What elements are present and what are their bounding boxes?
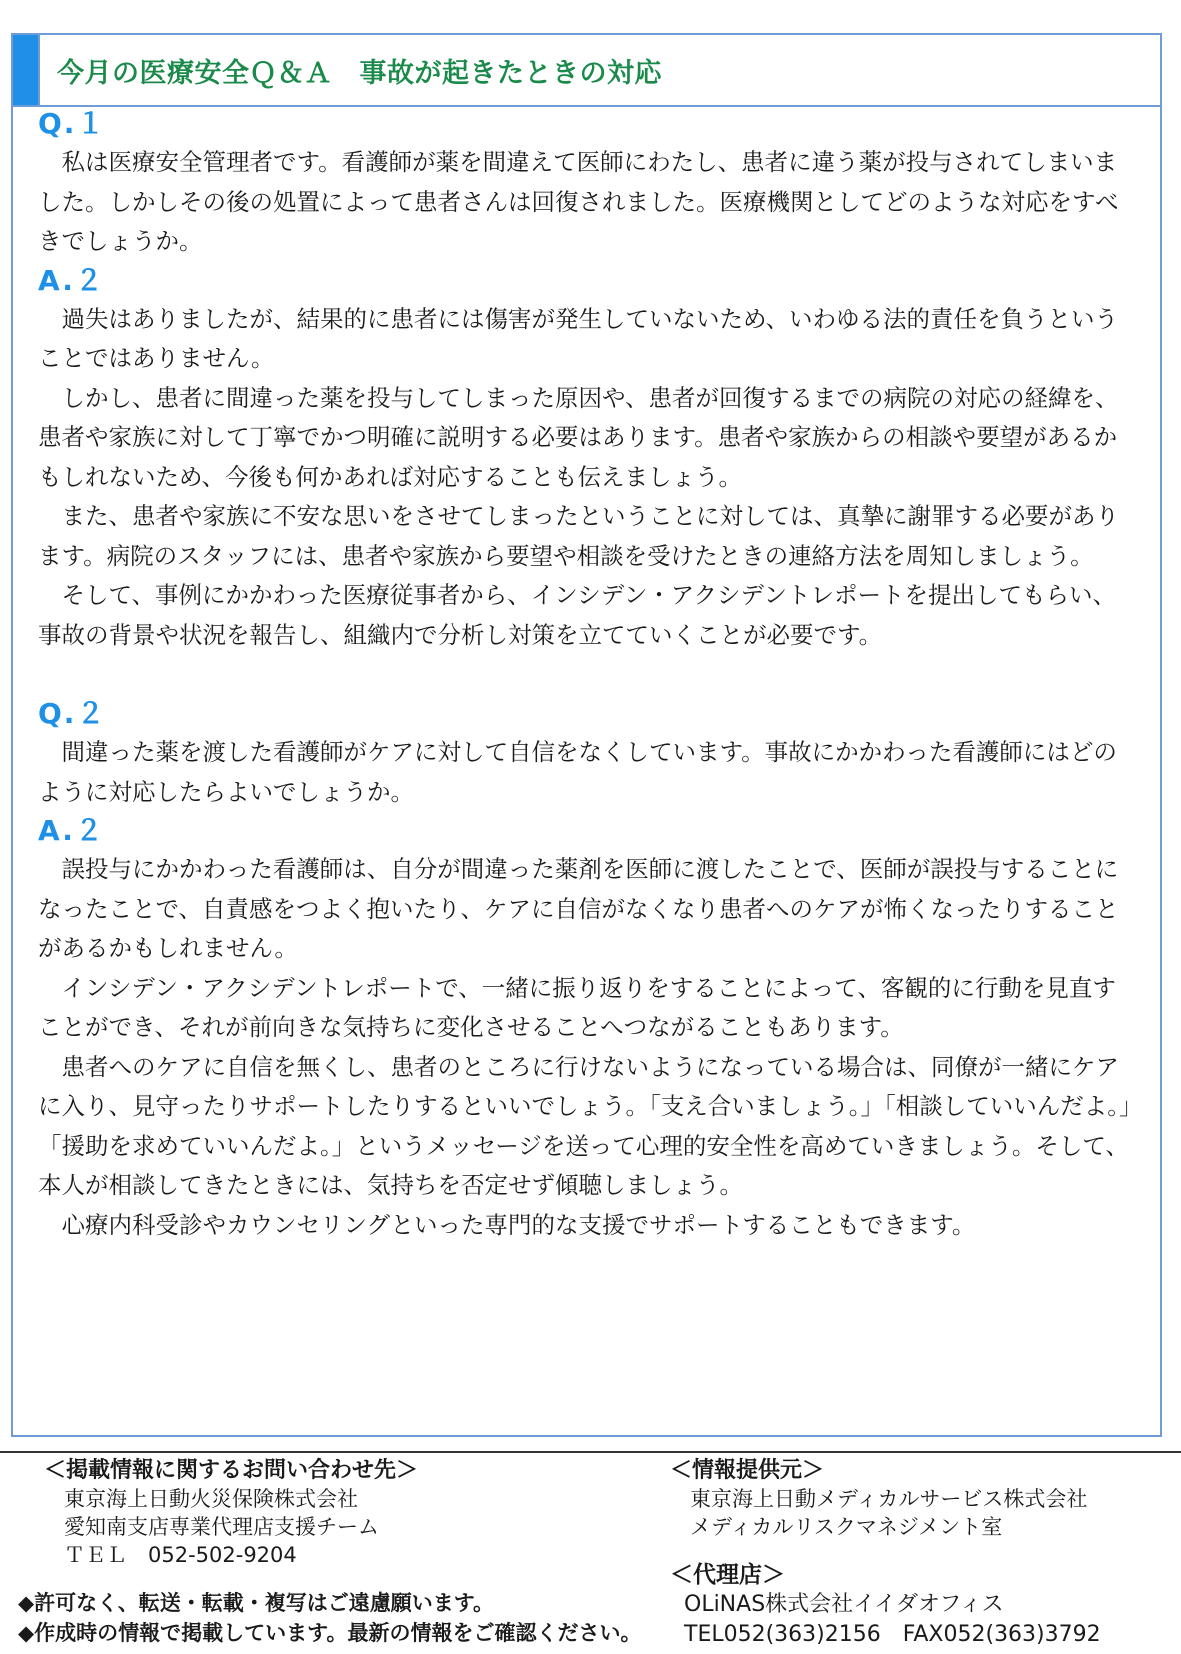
provider-company: 東京海上日動メディカルサービス株式会社 <box>690 1487 1088 1511</box>
question-text: 私は医療安全管理者です。看護師が薬を間違えて医師にわたし、患者に違う薬が投与されてしまいました。しかしその後の処置によって患者さんは回復されました。医療機関としてどのような対応をすべきでしょうか。 <box>38 148 1119 255</box>
page-title: 今月の医療安全Ｑ＆Ａ 事故が起きたときの対応 <box>57 58 662 89</box>
qa-content <box>38 105 1133 1245</box>
question-label: Q.１ <box>38 107 107 140</box>
block-spacer <box>38 655 1133 695</box>
answer-paragraph: 心療内科受診やカウンセリングといった専門的な支援でサポートすることもできます。 <box>38 1210 976 1239</box>
agent-info <box>670 1560 1101 1650</box>
answer-paragraph: 誤投与にかかわった看護師は、自分が間違った薬剤を医師に渡したことで、医師が誤投与することになったことで、自責感をつよく抱いたり、ケアに自信がなくなり患者へのケアが怖くなったりすることがあるかもしれません。 <box>38 855 1119 962</box>
contact-company: 東京海上日動火災保険株式会社 <box>64 1487 358 1511</box>
agent-contact: TEL052(363)2156 FAX052(363)3792 <box>684 1622 1101 1647</box>
header-accent-bar <box>13 35 38 105</box>
answer-paragraph: 患者へのケアに自信を無くし、患者のところに行けないようになっている場合は、同僚が一緒にケアに入り、見守ったりサポートしたりするといいでしょう。「支え合いましょう。」「相談していいんだよ。」「援助を求めていいんだよ。」というメッセージを送って心理的安全性を高めていきましょう。そして、本人が相談してきたときには、気持ちを否定せず傾聴しましょう。 <box>38 1052 1131 1199</box>
question-label: Q.２ <box>38 697 107 730</box>
contact-team: 愛知南支店専業代理店支援チーム <box>64 1515 379 1539</box>
answer-label: A.２ <box>38 263 105 297</box>
answer-paragraph: インシデン・アクシデントレポートで、一緒に振り返りをすることによって、客観的に行動を見直すことができ、それが前向きな気持ちに変化させることへつながることもあります。 <box>38 973 1116 1041</box>
qa-block-1 <box>38 105 1133 655</box>
footer-divider <box>0 1451 1181 1453</box>
contact-info <box>44 1456 418 1569</box>
header-bar <box>13 35 1160 107</box>
note-no-redistribution: ◆許可なく、転送・転載・複写はご遠慮願います。 <box>18 1591 495 1615</box>
usage-notes <box>18 1588 641 1648</box>
provider-heading: ＜情報提供元＞ <box>670 1458 825 1483</box>
note-check-latest: ◆作成時の情報で掲載しています。最新の情報をご確認ください。 <box>18 1621 642 1645</box>
answer-paragraph: また、患者や家族に不安な思いをさせてしまったということに対しては、真摯に謝罪する必要があります。病院のスタッフには、患者や家族から要望や相談を受けたときの連絡方法を周知しましょう。 <box>38 502 1119 570</box>
agent-name: OLiNAS株式会社イイダオフィス <box>684 1592 1004 1617</box>
header-divider <box>38 35 40 105</box>
question-text: 間違った薬を渡した看護師がケアに対して自信をなくしています。事故にかかわった看護師にはどのように対応したらよいでしょうか。 <box>38 738 1117 806</box>
qa-block-2 <box>38 695 1133 1245</box>
answer-paragraph: 過失はありましたが、結果的に患者には傷害が発生していないため、いわゆる法的責任を負うということではありません。 <box>38 304 1119 372</box>
answer-paragraph: そして、事例にかかわった医療従事者から、インシデン・アクシデントレポートを提出してもらい、事故の背景や状況を報告し、組織内で分析し対策を立てていくことが必要です。 <box>38 581 1117 649</box>
contact-tel: ＴＥＬ 052-502-9204 <box>64 1543 297 1567</box>
provider-info <box>670 1456 1087 1541</box>
contact-heading: ＜掲載情報に関するお問い合わせ先＞ <box>44 1458 419 1483</box>
provider-dept: メディカルリスクマネジメント室 <box>690 1515 1003 1539</box>
agent-heading: ＜代理店＞ <box>670 1562 785 1588</box>
answer-label: A.２ <box>38 814 105 847</box>
answer-paragraph: しかし、患者に間違った薬を投与してしまった原因や、患者が回復するまでの病院の対応の経緯を、患者や家族に対して丁寧でかつ明確に説明する必要はあります。患者や家族からの相談や要望があるかもしれないため、今後も何かあれば対応することも伝えましょう。 <box>38 383 1119 491</box>
